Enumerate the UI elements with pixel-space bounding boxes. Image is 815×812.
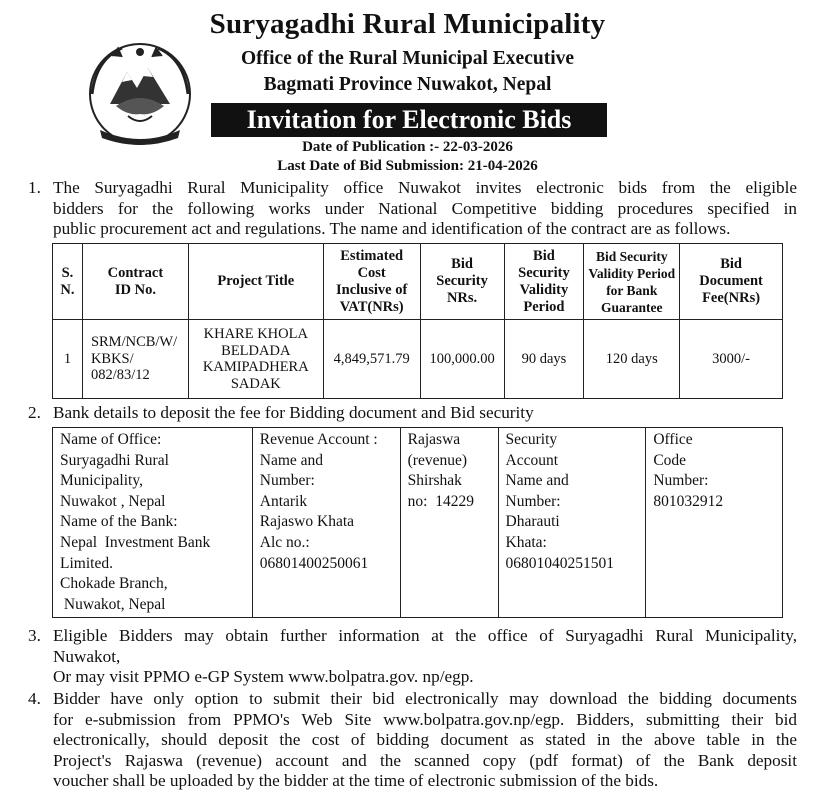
cell-line: SRM/NCB/W/ bbox=[90, 334, 178, 351]
table-row bbox=[53, 320, 783, 399]
contract-header-row bbox=[53, 244, 783, 320]
office-subtitle: Office of the Rural Municipal Executive bbox=[240, 48, 575, 69]
bank-cell bbox=[498, 428, 646, 618]
contract-cell bbox=[420, 320, 504, 399]
header-line: Bid bbox=[451, 256, 473, 272]
bank-cell bbox=[252, 428, 400, 618]
cell-line: Revenue Account : bbox=[259, 431, 378, 448]
contract-header-cell bbox=[188, 244, 323, 320]
cell-line: Limited. bbox=[60, 554, 113, 572]
bank-cell bbox=[53, 428, 253, 618]
header-line: Project Title bbox=[217, 273, 295, 289]
cell-line: Account bbox=[505, 451, 559, 469]
header-line: ID No. bbox=[114, 281, 156, 298]
contract-cell bbox=[82, 320, 188, 399]
notice-header bbox=[0, 0, 815, 176]
cell-line: Number: bbox=[259, 472, 315, 490]
cell-line: 90 days bbox=[521, 350, 567, 367]
contract-header-cell bbox=[504, 244, 584, 320]
cell-line: KAMIPADHERA bbox=[202, 359, 309, 375]
cell-line: Nepal Investment Bank bbox=[60, 533, 211, 551]
item-text bbox=[53, 178, 797, 240]
bank-row bbox=[53, 428, 783, 618]
cell-line: (revenue) bbox=[407, 451, 468, 469]
item-line: Bank details to deposit the fee for Bidding document and Bid security bbox=[53, 403, 534, 422]
item-text bbox=[53, 689, 797, 792]
bank-cell bbox=[400, 428, 498, 618]
contract-header-cell bbox=[53, 244, 83, 320]
contract-header-cell bbox=[82, 244, 188, 320]
notice-banner: Invitation for Electronic Bids bbox=[211, 103, 607, 137]
cell-line: 120 days bbox=[605, 350, 658, 367]
header-line: Bid Security bbox=[595, 248, 668, 264]
municipality-title: Suryagadhi Rural Municipality bbox=[209, 8, 606, 40]
header-line: VAT(NRs) bbox=[339, 298, 404, 315]
item-line: Nuwakot, bbox=[53, 646, 121, 666]
item-line: electronically, should deposit the cost of bidding document as stated in the above table in the bbox=[53, 730, 797, 749]
cell-line: Name of the Bank: bbox=[60, 513, 178, 531]
cell-line: KHARE KHOLA bbox=[203, 326, 308, 342]
cell-line: Name and bbox=[259, 451, 324, 469]
cell-line: Suryagadhi Rural bbox=[60, 451, 169, 469]
header-line: Inclusive of bbox=[336, 281, 408, 298]
item-line: voucher shall be uploaded by the bidder at the time of electronic submission of the bids. bbox=[53, 771, 659, 790]
header-line: Contract bbox=[107, 264, 164, 281]
contract-cell bbox=[504, 320, 584, 399]
cell-line: Security bbox=[505, 431, 558, 448]
contract-header-cell bbox=[420, 244, 504, 320]
contract-cell bbox=[323, 320, 420, 399]
item-line: Project's Rajaswa (revenue) account and the scanned copy (pdf format) of the Bank deposit bbox=[53, 750, 797, 770]
publication-date: Date of Publication :- 22-03-2026 bbox=[302, 139, 513, 155]
cell-line: Dharauti bbox=[505, 513, 560, 531]
header-line: S. bbox=[61, 264, 74, 281]
item-number: 4. bbox=[28, 689, 41, 708]
cell-line: Name and bbox=[505, 472, 569, 490]
cell-line: KBKS/ bbox=[90, 350, 134, 367]
cell-line: 06801400250061 bbox=[259, 554, 369, 572]
header-line: Period bbox=[523, 298, 565, 315]
cell-line: Nuwakot , Nepal bbox=[60, 492, 166, 510]
cell-line: Chokade Branch, bbox=[60, 575, 168, 593]
item-number: 2. bbox=[28, 403, 41, 422]
header-line: Validity Period bbox=[588, 265, 676, 281]
cell-line: Code bbox=[653, 451, 687, 469]
cell-line: 06801040251501 bbox=[505, 554, 615, 572]
header-line: Security bbox=[518, 264, 570, 281]
cell-line: Number: bbox=[505, 492, 561, 510]
header-line: for Bank bbox=[606, 282, 658, 298]
cell-line: Shirshak bbox=[407, 472, 462, 490]
header-line: Fee(NRs) bbox=[702, 290, 761, 306]
cell-line: Rajaswo Khata bbox=[259, 513, 355, 531]
contract-table bbox=[52, 243, 783, 399]
cell-line: Municipality, bbox=[60, 472, 143, 490]
province-subtitle: Bagmati Province Nuwakot, Nepal bbox=[263, 74, 552, 95]
cell-line: Rajaswa bbox=[407, 431, 461, 448]
contract-header-cell bbox=[680, 244, 783, 320]
submission-date: Last Date of Bid Submission: 21-04-2026 bbox=[277, 158, 538, 174]
contract-header-cell bbox=[323, 244, 420, 320]
cell-line: Name of Office: bbox=[60, 431, 162, 448]
contract-cell bbox=[680, 320, 783, 399]
cell-line: SADAK bbox=[230, 375, 281, 392]
item-line: The Suryagadhi Rural Municipality office Nuwakot invites electronic bids from the eligible bbox=[53, 178, 797, 197]
header-line: Validity bbox=[519, 281, 569, 298]
header-line: Bid bbox=[533, 247, 555, 264]
item-line: Bidder have only option to submit their bid electronically may download the bidding documents bbox=[53, 689, 797, 708]
header-line: Bid bbox=[720, 256, 742, 272]
cell-line: BELDADA bbox=[221, 342, 291, 359]
cell-line: 4,849,571.79 bbox=[333, 350, 410, 367]
item-text bbox=[53, 403, 797, 424]
header-line: N. bbox=[60, 281, 75, 298]
item-text bbox=[53, 626, 797, 688]
cell-line: 3000/- bbox=[712, 350, 750, 367]
contract-cell bbox=[584, 320, 680, 399]
header-line: Document bbox=[699, 273, 763, 289]
cell-line: Number: bbox=[653, 472, 709, 490]
item-number: 1. bbox=[28, 178, 41, 197]
header-line: Security bbox=[436, 273, 488, 289]
item-line: for e-submission from PPMO's Web Site www.bolpatra.gov.np/egp. Bidders, submitting their bid bbox=[53, 709, 797, 729]
item-line: Eligible Bidders may obtain further information at the office of Suryagadhi Rural Municipality, bbox=[53, 626, 797, 645]
cell-line: Alc no.: bbox=[259, 533, 310, 551]
contract-cell bbox=[188, 320, 323, 399]
cell-line: Khata: bbox=[505, 533, 547, 551]
cell-line: 082/83/12 bbox=[90, 367, 150, 384]
contract-cell bbox=[53, 320, 83, 399]
cell-line: 1 bbox=[63, 350, 72, 367]
cell-line: Office bbox=[653, 431, 693, 448]
cell-line: 100,000.00 bbox=[429, 350, 495, 367]
item-number: 3. bbox=[28, 626, 41, 645]
cell-line: Antarik bbox=[259, 492, 308, 510]
header-line: NRs. bbox=[446, 290, 478, 306]
bank-details-table bbox=[52, 427, 783, 618]
contract-body bbox=[53, 320, 783, 399]
header-line: Guarantee bbox=[601, 299, 663, 315]
cell-line: 801032912 bbox=[653, 492, 724, 510]
cell-line: no: 14229 bbox=[407, 492, 474, 510]
bank-cell bbox=[646, 428, 783, 618]
item-line: bidders for the following works under National Competitive bidding procedures specified in bbox=[53, 198, 797, 218]
item-line: public procurement act and regulations. The name and identification of the contract are as follows. bbox=[53, 219, 731, 238]
contract-header-cell bbox=[584, 244, 680, 320]
item-line: Or may visit PPMO e-GP System www.bolpatra.gov. np/egp. bbox=[53, 667, 474, 686]
cell-line: Nuwakot, Nepal bbox=[60, 595, 166, 613]
header-line: Estimated Cost bbox=[340, 247, 404, 281]
